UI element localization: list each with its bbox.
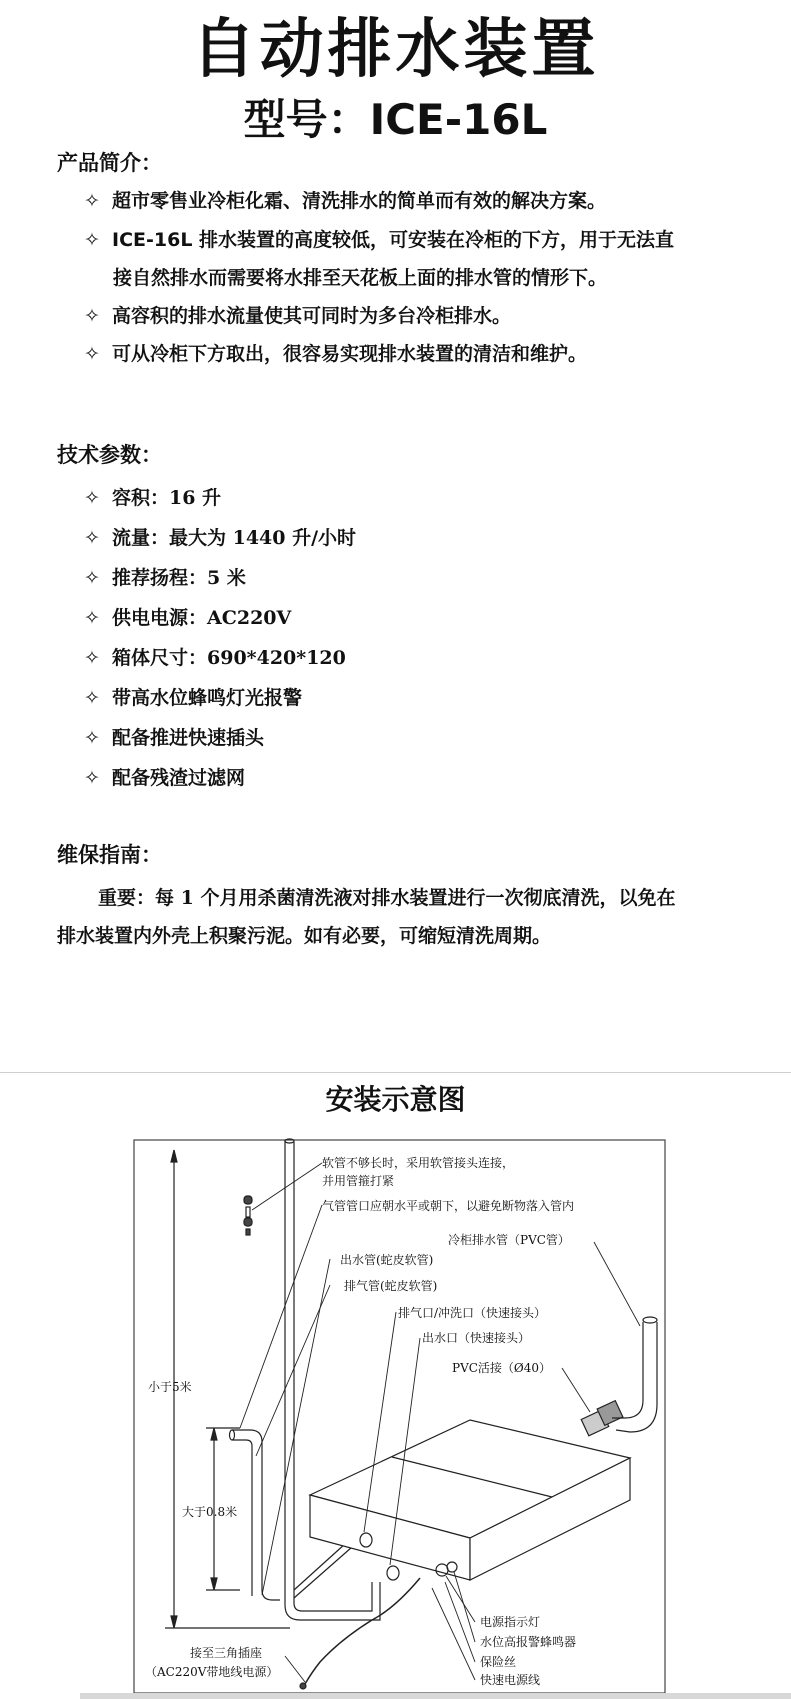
label-vent-pipe-note: 气管管口应朝水平或朝下，以避免断物落入管内 xyxy=(322,1199,575,1213)
spec-item: ✧ 流量：最大为 1440 升/小时 xyxy=(84,527,357,549)
intro-item: ✧ 高容积的排水流量使其可同时为多台冷柜排水。 xyxy=(84,305,512,327)
bullet-mark-icon: ✧ xyxy=(84,727,100,749)
label-vent-port: 排气口/冲洗口（快速接头） xyxy=(398,1306,547,1320)
outlet-port-icon xyxy=(387,1566,399,1580)
spec-item: ✧ 供电电源：AC220V xyxy=(84,607,292,629)
label-height-max: 小于5米 xyxy=(148,1380,192,1394)
label-alarm: 水位高报警蜂鸣器 xyxy=(480,1635,577,1649)
label-power-cord: 快速电源线 xyxy=(480,1673,541,1687)
spec-item: ✧ 容积：16 升 xyxy=(84,487,222,509)
bullet-mark-icon: ✧ xyxy=(84,343,100,365)
label-power-led: 电源指示灯 xyxy=(480,1615,541,1629)
intro-heading: 产品简介： xyxy=(57,151,162,175)
spec-item: ✧ 配备残渣过滤网 xyxy=(84,767,246,789)
specs-heading: 技术参数： xyxy=(57,443,162,467)
bullet-mark-icon: ✧ xyxy=(84,567,100,589)
bullet-mark-icon: ✧ xyxy=(84,767,100,789)
maintenance-text-line: 重要：每 1 个月用杀菌清洗液对排水装置进行一次彻底清洗，以免在 xyxy=(98,887,676,909)
bullet-mark-icon: ✧ xyxy=(84,607,100,629)
intro-item: ✧ ICE-16L 排水装置的高度较低，可安装在冷柜的下方，用于无法直 xyxy=(84,229,675,251)
bullet-mark-icon: ✧ xyxy=(84,647,100,669)
label-outlet-pipe: 出水管(蛇皮软管) xyxy=(340,1253,434,1267)
intro-item: ✧ 可从冷柜下方取出，很容易实现排水装置的清洁和维护。 xyxy=(84,343,588,365)
label-hose-joint-1: 软管不够长时，采用软管接头连接， xyxy=(322,1156,515,1170)
maintenance-text-line: 排水装置内外壳上积聚污泥。如有必要，可缩短清洗周期。 xyxy=(57,925,552,947)
label-fridge-pipe: 冷柜排水管（PVC管） xyxy=(448,1233,570,1247)
intro-item-continuation: 接自然排水而需要将水排至天花板上面的排水管的情形下。 xyxy=(113,267,608,289)
bullet-mark-icon: ✧ xyxy=(84,687,100,709)
bullet-mark-icon: ✧ xyxy=(84,527,100,549)
power-cord xyxy=(305,1578,420,1684)
drain-unit-box xyxy=(310,1420,630,1580)
bullet-mark-icon: ✧ xyxy=(84,487,100,509)
intro-item: ✧ 超市零售业冷柜化霜、清洗排水的简单而有效的解决方案。 xyxy=(84,190,607,212)
document-title: 自动排水装置 xyxy=(191,13,600,87)
bullet-mark-icon: ✧ xyxy=(84,190,100,212)
diagram-frame xyxy=(134,1140,665,1693)
maintenance-heading: 维保指南： xyxy=(57,843,162,867)
page-bottom-band xyxy=(80,1693,791,1699)
diagram-title: 安装示意图 xyxy=(325,1083,466,1116)
spec-item: ✧ 箱体尺寸：690*420*120 xyxy=(84,647,346,669)
label-socket-1: 接至三角插座 xyxy=(190,1646,263,1660)
hose-joint-icon xyxy=(244,1196,252,1235)
bullet-mark-icon: ✧ xyxy=(84,229,100,251)
label-vent-pipe: 排气管(蛇皮软管) xyxy=(344,1279,438,1293)
label-pvc-union: PVC活接（Ø40） xyxy=(452,1361,552,1375)
label-hose-joint-2: 并用管箍打紧 xyxy=(322,1174,395,1188)
model-number: 型号：ICE-16L xyxy=(243,95,548,144)
bullet-mark-icon: ✧ xyxy=(84,305,100,327)
spec-item: ✧ 推荐扬程：5 米 xyxy=(84,567,246,589)
label-outlet-port: 出水口（快速接头） xyxy=(422,1331,531,1345)
spec-item: ✧ 配备推进快速插头 xyxy=(84,727,265,749)
label-fuse: 保险丝 xyxy=(480,1655,517,1669)
spec-item: ✧ 带高水位蜂鸣灯光报警 xyxy=(84,687,303,709)
label-height-min: 大于0.8米 xyxy=(182,1505,238,1519)
label-socket-2: （AC220V带地线电源） xyxy=(145,1665,279,1679)
